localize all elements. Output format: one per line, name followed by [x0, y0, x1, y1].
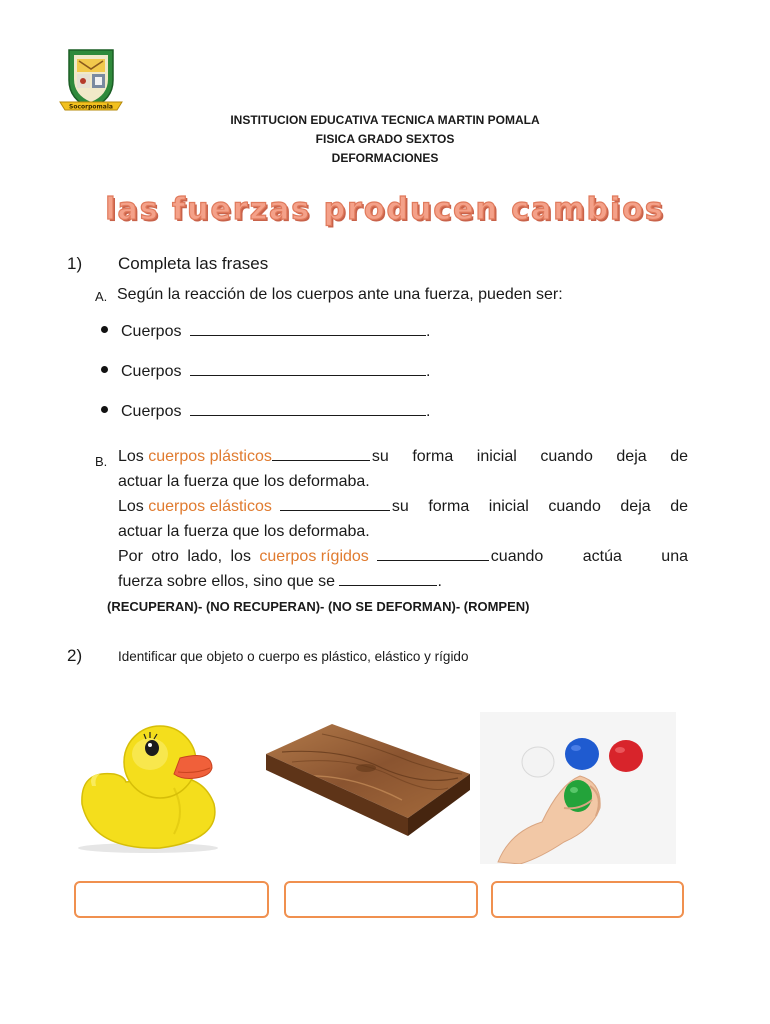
wooden-board-image [262, 712, 474, 868]
question-1-number: 1) [67, 254, 83, 273]
part-b-paragraph [118, 444, 688, 594]
bullet-dot [101, 326, 108, 333]
period: . [437, 573, 442, 590]
answer-blank[interactable] [190, 415, 426, 416]
answer-blank[interactable] [339, 585, 437, 586]
answer-blank[interactable] [280, 510, 390, 511]
bullet-item-3 [101, 403, 430, 421]
logo-ribbon-text: Socorpomala [69, 103, 113, 111]
topic-name: DEFORMACIONES [331, 151, 439, 165]
part-b-line-3 [118, 494, 688, 519]
part-b-line-1 [118, 444, 688, 469]
question-1-text: Completa las frases [118, 254, 269, 273]
line-rest [392, 494, 688, 519]
bullet-label: Cuerpos [121, 403, 182, 420]
answer-box-dough[interactable] [491, 881, 684, 918]
answer-box-board[interactable] [284, 881, 478, 918]
period: . [425, 323, 431, 340]
text: fuerza sobre ellos, sino que se [118, 573, 336, 590]
bullet-dot [101, 406, 108, 413]
answer-blank[interactable] [190, 335, 426, 336]
part-b-line-2: actuar la fuerza que los deformaba. [118, 473, 370, 490]
highlight-rigid: cuerpos rígidos [259, 548, 369, 565]
line-rest [491, 544, 688, 569]
question-2-number: 2) [67, 646, 83, 665]
text: su forma inicial cuando deja de [371, 448, 688, 465]
answer-blank[interactable] [190, 375, 426, 376]
bullet-label: Cuerpos [121, 323, 182, 340]
highlight-elastic: cuerpos elásticos [148, 498, 272, 515]
school-name: INSTITUCION EDUCATIVA TECNICA MARTIN POMALA [230, 113, 540, 127]
worksheet-title: las fuerzas producen cambios [105, 192, 665, 227]
play-dough-image [480, 712, 676, 864]
question-2-text: Identificar que objeto o cuerpo es plástico, elástico y rígido [118, 649, 469, 664]
answer-blank[interactable] [272, 460, 370, 461]
part-a-text: Según la reacción de los cuerpos ante una fuerza, pueden ser: [117, 286, 563, 303]
rubber-duck-image [62, 716, 240, 856]
bullet-item-1 [101, 323, 430, 341]
period: . [425, 363, 431, 380]
part-b-line-4: actuar la fuerza que los deformaba. [118, 523, 370, 540]
bullet-item-2 [101, 363, 430, 381]
word-bank-options: (RECUPERAN)- (NO RECUPERAN)- (NO SE DEFORMAN)- (ROMPEN) [107, 599, 530, 614]
part-b-line-6 [118, 569, 688, 594]
text: Por otro lado, los [118, 548, 260, 565]
answer-blank[interactable] [377, 560, 489, 561]
course-name: FISICA GRADO SEXTOS [315, 132, 455, 146]
text: cuando actúa una [490, 548, 688, 565]
highlight-plastic: cuerpos plásticos [148, 448, 272, 465]
part-a-letter: A. [95, 289, 108, 304]
bullet-dot [101, 366, 108, 373]
part-b-letter: B. [95, 454, 108, 469]
line-rest [372, 444, 688, 469]
bullet-label: Cuerpos [121, 363, 182, 380]
text: su forma inicial cuando deja de [391, 498, 688, 515]
text: Los [118, 448, 149, 465]
text: Los [118, 498, 149, 515]
part-b-line-5 [118, 544, 688, 569]
answer-box-duck[interactable] [74, 881, 269, 918]
school-crest-logo [55, 42, 127, 114]
period: . [425, 403, 431, 420]
